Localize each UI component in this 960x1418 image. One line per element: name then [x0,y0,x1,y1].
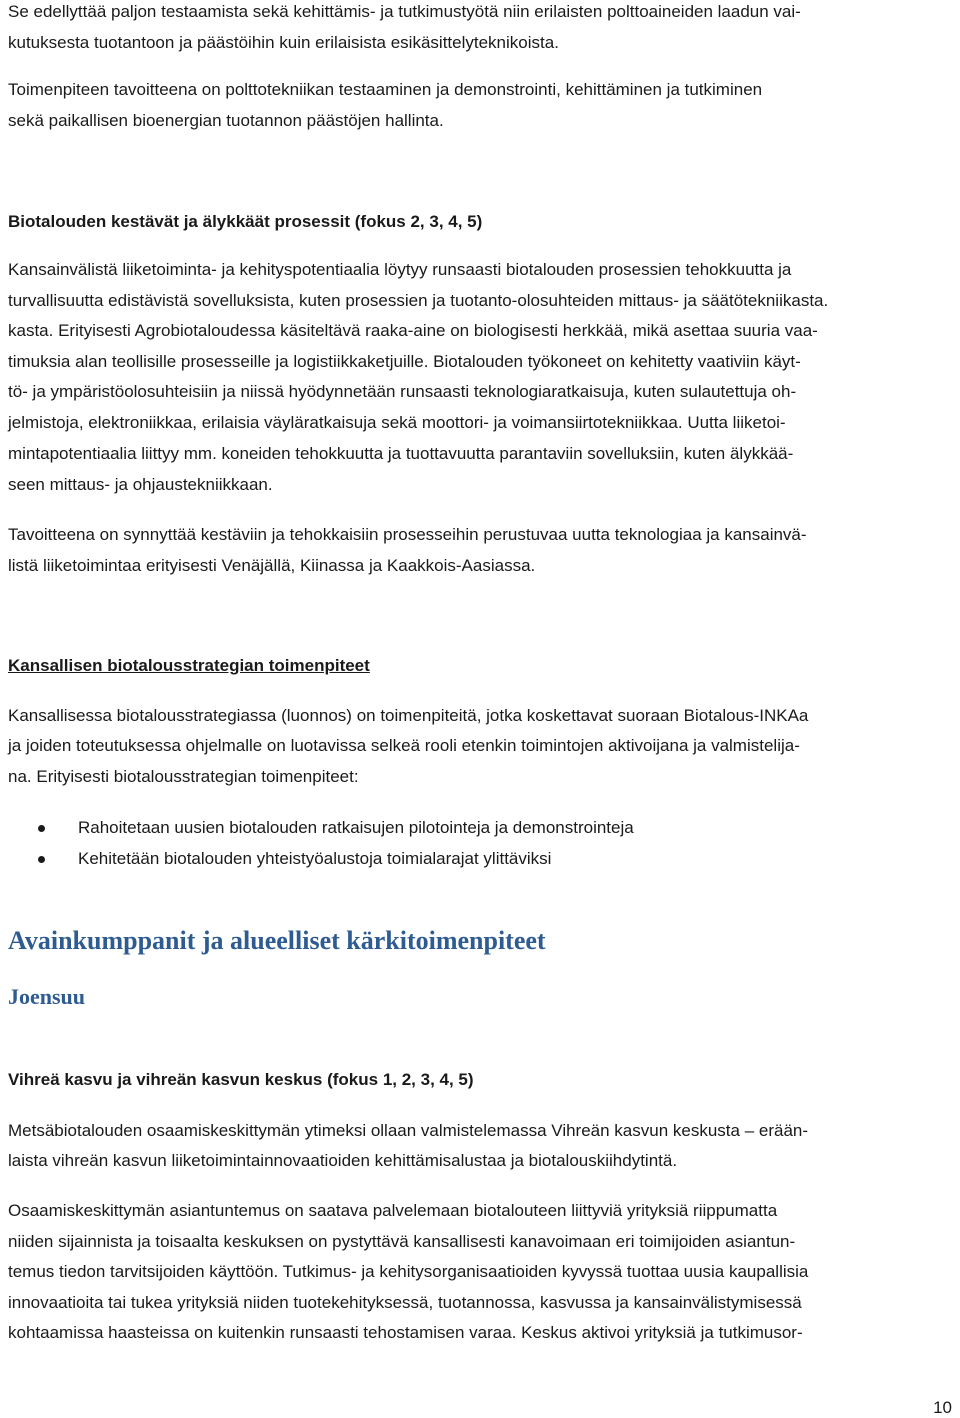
list-item: Kehitetään biotalouden yhteistyöalustoja toimialarajat ylittäviksi [78,849,552,868]
body-text-line: innovaatioita tai tukea yrityksiä niiden tuotekehityksessä, tuotannossa, kasvussa ja kansainvälistymisessä [8,1293,802,1312]
body-text-line: seen mittaus- ja ohjaustekniikkaan. [8,475,273,494]
body-text-line: temus tiedon tarvitsijoiden käyttöön. Tutkimus- ja kehitysorganisaatioiden kyvyssä tuottaa uusia kaupallisia [8,1262,809,1281]
body-text-line: jelmistoja, elektroniikkaa, erilaisia väyläratkaisuja sekä moottori- ja voimansiirtotekniikkaa. Uutta liiketoi- [8,413,786,432]
body-text-line: Tavoitteena on synnyttää kestäviin ja tehokkaisiin prosesseihin perustuvaa uutta teknologiaa ja kansainvä- [8,525,807,544]
body-text-line: kutuksesta tuotantoon ja päästöihin kuin erilaisista esikäsittelyteknikoista. [8,33,559,52]
body-text-line: niiden sijainnista ja toisaalta keskuksen on pystyttävä kansallisesti kanavoimaan eri toimijoiden asiantun- [8,1232,796,1251]
bullet-icon [38,856,45,863]
body-text-line: Toimenpiteen tavoitteena on polttotekniikan testaaminen ja demonstrointi, kehittäminen ja tutkiminen [8,80,763,99]
body-text-line: listä liiketoimintaa erityisesti Venäjällä, Kiinassa ja Kaakkois-Aasiassa. [8,556,536,575]
body-text-line: turvallisuutta edistävistä sovelluksista, kuten prosessien ja tuotanto-olosuhteiden mittaus- ja säätötekniikasta. [8,291,829,310]
section-heading: Biotalouden kestävät ja älykkäät prosessit (fokus 2, 3, 4, 5) [8,212,483,231]
body-text-line: tö- ja ympäristöolosuhteisiin ja niissä hyödynnetään runsaasti teknologiaratkaisuja, kuten sulautettuja oh- [8,382,797,401]
page-number: 10 [933,1398,952,1417]
body-text-line: kohtaamissa haasteissa on kuitenkin runsaasti tehostamisen varaa. Keskus aktivoi yrityksiä ja tutkimusor- [8,1323,803,1342]
body-text-line: laista vihreän kasvun liiketoimintainnovaatioiden kehittämisalustaa ja biotalouskiihdytintä. [8,1151,678,1170]
body-text-line: na. Erityisesti biotalousstrategian toimenpiteet: [8,767,359,786]
list-item: Rahoitetaan uusien biotalouden ratkaisujen pilotointeja ja demonstrointeja [78,818,634,837]
body-text-line: mintapotentiaalia liittyy mm. koneiden tehokkuutta ja tuottavuutta parantaviin sovelluksiin, kuten älykkää- [8,444,794,463]
body-text-line: ja joiden toteutuksessa ohjelmalle on luotavissa selkeä rooli etenkin toimintojen aktivoijana ja valmistelija- [8,736,800,755]
body-text-line: sekä paikallisen bioenergian tuotannon päästöjen hallinta. [8,111,444,130]
body-text-line: Metsäbiotalouden osaamiskeskittymän ytimeksi ollaan valmistelemassa Vihreän kasvun keskusta – erään- [8,1121,809,1140]
body-text-line: timuksia alan teollisille prosesseille ja logistiikkaketjuille. Biotalouden työkoneet on kehitetty vaativiin käyt- [8,352,801,371]
section-heading: Vihreä kasvu ja vihreän kasvun keskus (fokus 1, 2, 3, 4, 5) [8,1070,474,1089]
body-text-line: Se edellyttää paljon testaamista sekä kehittämis- ja tutkimustyötä niin erilaisten polttoaineiden laadun vai- [8,2,801,21]
body-text-line: Kansainvälistä liiketoiminta- ja kehityspotentiaalia löytyy runsaasti biotalouden prosessien tehokkuutta ja [8,260,792,279]
bullet-icon [38,825,45,832]
chapter-heading: Avainkumppanit ja alueelliset kärkitoimenpiteet [8,926,546,955]
body-text-line: Kansallisessa biotalousstrategiassa (luonnos) on toimenpiteitä, jotka koskettavat suoraan Biotalous-INKAa [8,706,809,725]
body-text-line: Osaamiskeskittymän asiantuntemus on saatava palvelemaan biotalouteen liittyviä yrityksiä riippumatta [8,1201,778,1220]
section-heading: Kansallisen biotalousstrategian toimenpiteet [8,656,370,675]
body-text-line: kasta. Erityisesti Agrobiotaloudessa käsiteltävä raaka-aine on biologisesti herkkää, mikä asettaa suuria vaa- [8,321,818,340]
subchapter-heading: Joensuu [8,984,86,1009]
